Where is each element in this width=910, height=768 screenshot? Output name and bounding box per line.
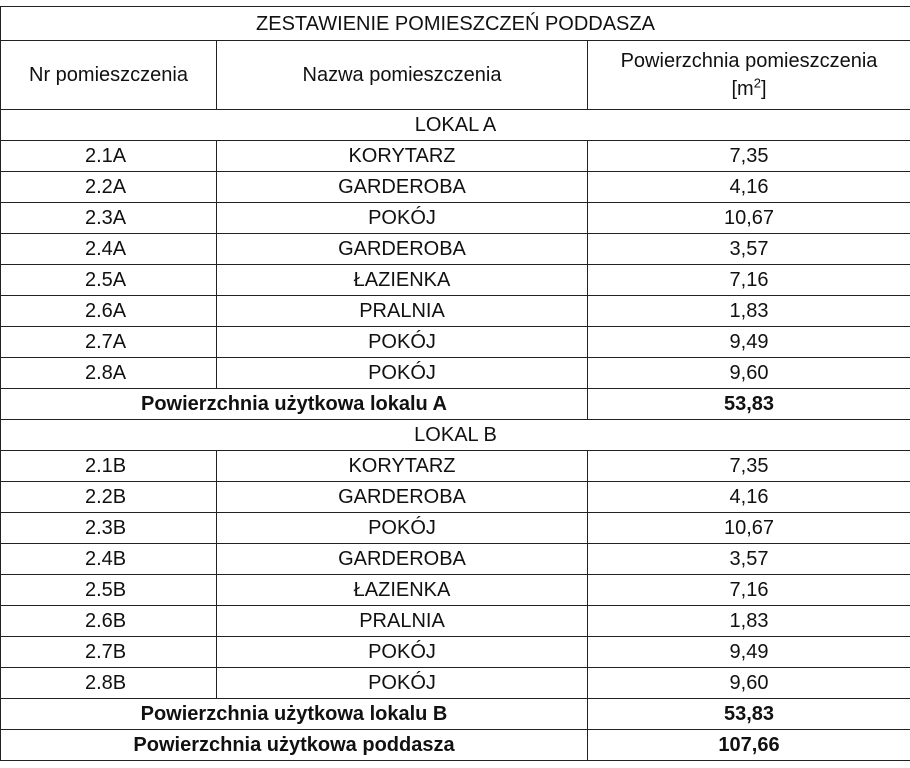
room-area: 10,67 xyxy=(588,513,910,544)
room-area: 7,16 xyxy=(588,265,910,296)
room-name: POKÓJ xyxy=(217,513,588,544)
room-number: 2.8A xyxy=(1,358,217,389)
room-area: 10,67 xyxy=(588,203,910,234)
table-row xyxy=(1,358,910,389)
total-value: 107,66 xyxy=(588,730,910,761)
room-area: 9,49 xyxy=(588,637,910,668)
table-row xyxy=(1,265,910,296)
header-area-label: Powierzchnia pomieszczenia xyxy=(620,50,878,72)
room-area: 4,16 xyxy=(588,172,910,203)
room-area: 9,49 xyxy=(588,327,910,358)
room-number: 2.1A xyxy=(1,141,217,172)
table-row xyxy=(1,141,910,172)
header-area-unit: [m xyxy=(731,78,754,100)
rooms-table xyxy=(0,6,910,761)
room-number: 2.8B xyxy=(1,668,217,699)
subtotal-label: Powierzchnia użytkowa lokalu A xyxy=(1,389,588,420)
room-name: GARDEROBA xyxy=(217,172,588,203)
subtotal-row-b xyxy=(1,699,910,730)
room-number: 2.2B xyxy=(1,482,217,513)
room-number: 2.6B xyxy=(1,606,217,637)
room-name: KORYTARZ xyxy=(217,451,588,482)
room-number: 2.7A xyxy=(1,327,217,358)
subtotal-row-a xyxy=(1,389,910,420)
table-row xyxy=(1,327,910,358)
table-title: ZESTAWIENIE POMIESZCZEŃ PODDASZA xyxy=(1,7,910,41)
section-header-row xyxy=(1,110,910,141)
section-header-row xyxy=(1,420,910,451)
table-row xyxy=(1,575,910,606)
table-row xyxy=(1,203,910,234)
table-row xyxy=(1,296,910,327)
total-row xyxy=(1,730,910,761)
table-row xyxy=(1,513,910,544)
room-number: 2.7B xyxy=(1,637,217,668)
room-number: 2.4B xyxy=(1,544,217,575)
room-area: 1,83 xyxy=(588,606,910,637)
table-row xyxy=(1,606,910,637)
room-area: 1,83 xyxy=(588,296,910,327)
room-number: 2.3B xyxy=(1,513,217,544)
room-area: 3,57 xyxy=(588,234,910,265)
room-number: 2.1B xyxy=(1,451,217,482)
room-name: ŁAZIENKA xyxy=(217,265,588,296)
room-name: ŁAZIENKA xyxy=(217,575,588,606)
table-row xyxy=(1,482,910,513)
table-row xyxy=(1,637,910,668)
room-name: KORYTARZ xyxy=(217,141,588,172)
room-area: 3,57 xyxy=(588,544,910,575)
room-name: POKÓJ xyxy=(217,637,588,668)
room-name: POKÓJ xyxy=(217,358,588,389)
subtotal-value: 53,83 xyxy=(588,699,910,730)
table-row xyxy=(1,451,910,482)
table-row xyxy=(1,234,910,265)
header-area-unit-sup: 2 xyxy=(753,75,761,91)
header-area xyxy=(588,41,910,110)
room-name: PRALNIA xyxy=(217,296,588,327)
room-number: 2.5B xyxy=(1,575,217,606)
room-area: 7,35 xyxy=(588,451,910,482)
room-number: 2.6A xyxy=(1,296,217,327)
header-row xyxy=(1,41,910,110)
table-row xyxy=(1,668,910,699)
room-area: 7,16 xyxy=(588,575,910,606)
room-name: POKÓJ xyxy=(217,327,588,358)
room-number: 2.4A xyxy=(1,234,217,265)
room-area: 9,60 xyxy=(588,358,910,389)
section-label-b: LOKAL B xyxy=(1,420,910,451)
total-label: Powierzchnia użytkowa poddasza xyxy=(1,730,588,761)
table-row xyxy=(1,172,910,203)
rooms-table-body xyxy=(1,7,910,761)
room-number: 2.3A xyxy=(1,203,217,234)
room-area: 4,16 xyxy=(588,482,910,513)
table-row xyxy=(1,544,910,575)
room-name: GARDEROBA xyxy=(217,234,588,265)
subtotal-label: Powierzchnia użytkowa lokalu B xyxy=(1,699,588,730)
room-name: GARDEROBA xyxy=(217,482,588,513)
room-name: POKÓJ xyxy=(217,668,588,699)
subtotal-value: 53,83 xyxy=(588,389,910,420)
header-area-unit-close: ] xyxy=(760,78,767,100)
room-area: 9,60 xyxy=(588,668,910,699)
room-name: GARDEROBA xyxy=(217,544,588,575)
header-name: Nazwa pomieszczenia xyxy=(217,41,588,110)
room-area: 7,35 xyxy=(588,141,910,172)
header-nr: Nr pomieszczenia xyxy=(1,41,217,110)
room-name: PRALNIA xyxy=(217,606,588,637)
room-name: POKÓJ xyxy=(217,203,588,234)
section-label-a: LOKAL A xyxy=(1,110,910,141)
room-number: 2.2A xyxy=(1,172,217,203)
room-number: 2.5A xyxy=(1,265,217,296)
